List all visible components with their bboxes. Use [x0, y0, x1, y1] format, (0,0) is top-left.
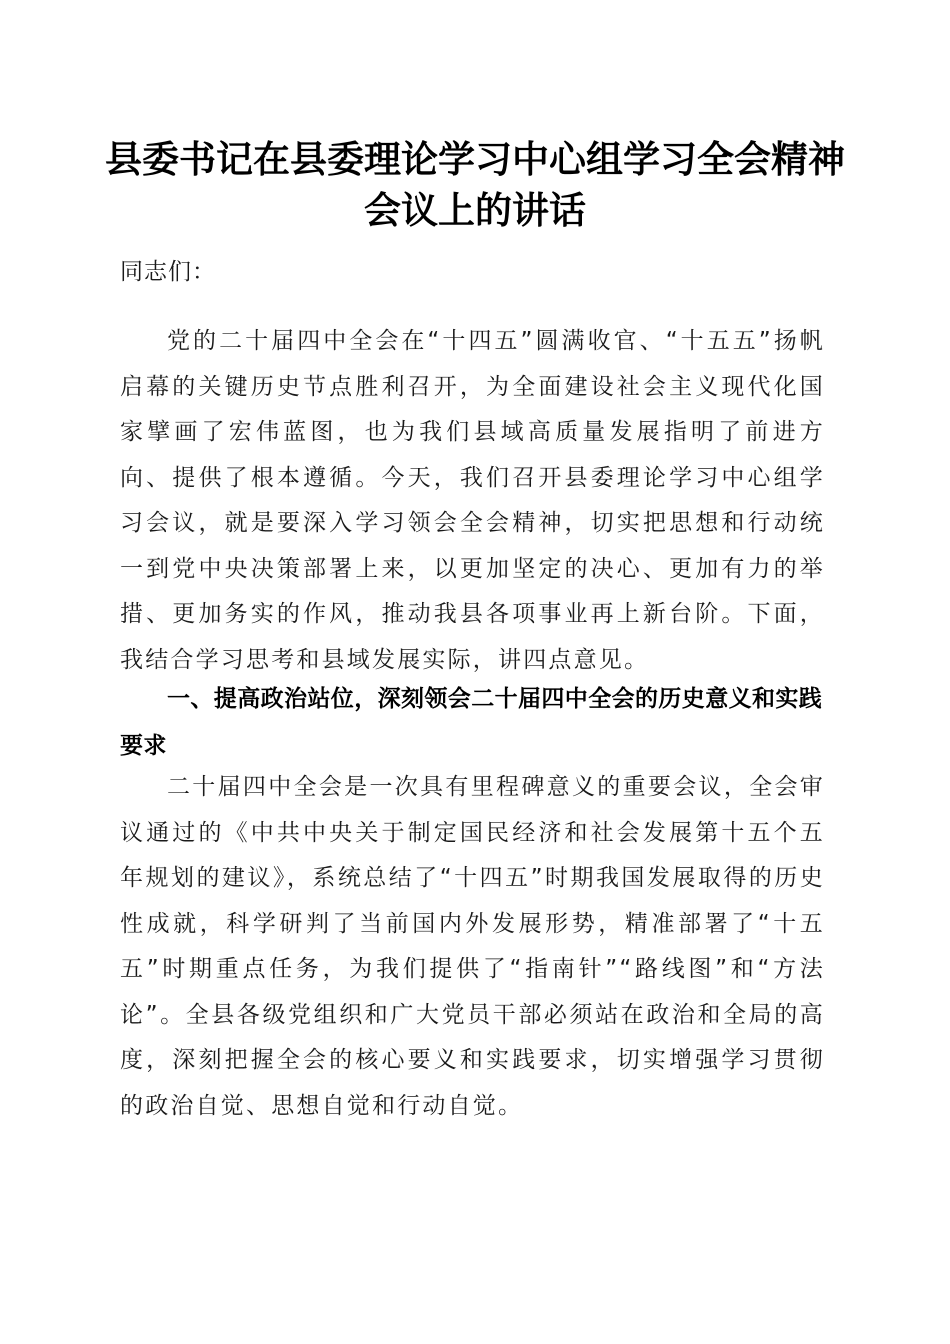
body-paragraph-1: 党的二十届四中全会在“十四五”圆满收官、“十五五”扬帆启幕的关键历史节点胜利召开，为全面建设社会主义现代化国家擘画了宏伟蓝图，也为我们县域高质量发展指明了前进方向、提供了根本遵循。今天，我们召开县委理论学习中心组学习会议，就是要深入学习领会全会精神，切实把思想和行动统一到党中央决策部署上来，以更加坚定的决心、更加有力的举措、更加务实的作风，推动我县各项事业再上新台阶。下面，我结合学习思考和县域发展实际，讲四点意见。: [120, 328, 825, 673]
greeting: 同志们：: [120, 259, 216, 285]
document-title-line-1: 县委书记在县委理论学习中心组学习全会精神: [105, 137, 845, 181]
section-heading-1: 一、提高政治站位，深刻领会二十届四中全会的历史意义和实践要求: [120, 686, 823, 759]
document-title-line-2: 会议上的讲话: [364, 188, 586, 232]
body-paragraph-2: 二十届四中全会是一次具有里程碑意义的重要会议，全会审议通过的《中共中央关于制定国民经济和社会发展第十五个五年规划的建议》，系统总结了“十四五”时期我国发展取得的历史性成就，科学研判了当前国内外发展形势，精准部署了“十五五”时期重点任务，为我们提供了“指南针”“路线图”和“方法论”。全县各级党组织和广大党员干部必须站在政治和全局的高度，深刻把握全会的核心要义和实践要求，切实增强学习贯彻的政治自觉、思想自觉和行动自觉。: [120, 774, 825, 1119]
